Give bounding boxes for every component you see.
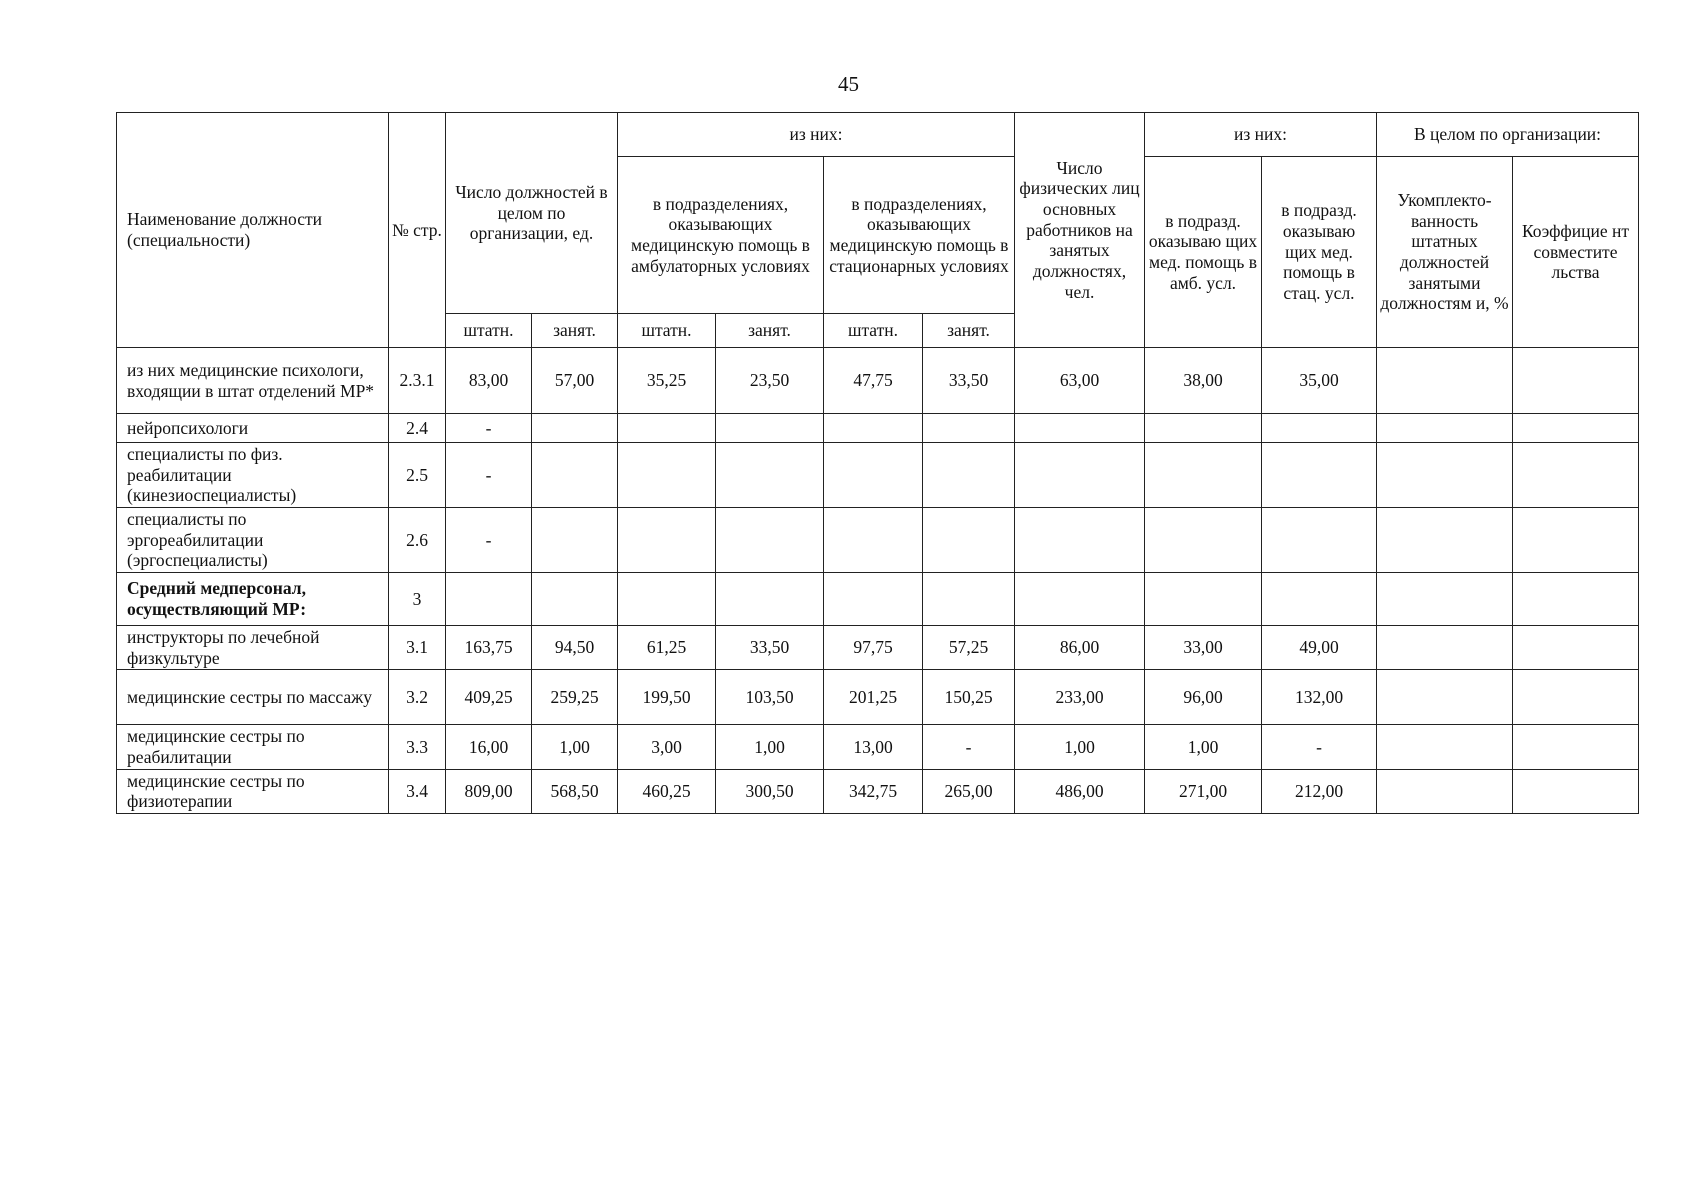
cell-total-sh: 809,00 (446, 769, 532, 813)
header-stac-zanyat: занят. (923, 314, 1015, 348)
cell-stac-za: 33,50 (923, 348, 1015, 414)
table-row (117, 769, 1639, 813)
cell-persons (1015, 573, 1145, 626)
cell-stac-za (923, 573, 1015, 626)
cell-coef (1513, 443, 1639, 508)
cell-persons: 86,00 (1015, 626, 1145, 670)
cell-staffing (1377, 414, 1513, 443)
cell-total-sh: 163,75 (446, 626, 532, 670)
cell-total-sh: 16,00 (446, 725, 532, 769)
cell-persons-amb: 96,00 (1145, 670, 1262, 725)
cell-amb-sh (618, 443, 716, 508)
cell-stac-za: 265,00 (923, 769, 1015, 813)
cell-amb-za: 23,50 (716, 348, 824, 414)
cell-total-za: 94,50 (532, 626, 618, 670)
cell-amb-sh (618, 508, 716, 573)
cell-no: 3.4 (389, 769, 446, 813)
cell-amb-za (716, 414, 824, 443)
cell-amb-sh: 35,25 (618, 348, 716, 414)
cell-stac-sh: 201,25 (824, 670, 923, 725)
cell-no: 2.4 (389, 414, 446, 443)
cell-stac-sh (824, 573, 923, 626)
cell-total-sh (446, 573, 532, 626)
cell-name: Средний медперсонал, осуществляющий МР: (117, 573, 389, 626)
cell-staffing (1377, 348, 1513, 414)
table-row (117, 348, 1639, 414)
cell-staffing (1377, 769, 1513, 813)
cell-stac-za (923, 443, 1015, 508)
cell-coef (1513, 414, 1639, 443)
cell-persons-stac: - (1262, 725, 1377, 769)
cell-amb-sh: 3,00 (618, 725, 716, 769)
cell-amb-za: 103,50 (716, 670, 824, 725)
cell-coef (1513, 508, 1639, 573)
table-row (117, 626, 1639, 670)
cell-amb-sh (618, 414, 716, 443)
cell-name: специалисты по эргореабилитации (эргоспециалисты) (117, 508, 389, 573)
cell-no: 3 (389, 573, 446, 626)
cell-persons-stac (1262, 414, 1377, 443)
cell-stac-sh: 97,75 (824, 626, 923, 670)
cell-amb-sh: 460,25 (618, 769, 716, 813)
cell-no: 2.3.1 (389, 348, 446, 414)
header-row-no: № стр. (389, 113, 446, 348)
cell-total-za: 259,25 (532, 670, 618, 725)
cell-staffing (1377, 508, 1513, 573)
table-row (117, 670, 1639, 725)
cell-persons-amb: 271,00 (1145, 769, 1262, 813)
cell-name: из них медицинские психологи, входящии в штат отделений МР* (117, 348, 389, 414)
cell-stac-za (923, 508, 1015, 573)
cell-persons-stac (1262, 508, 1377, 573)
header-staffing: Укомплекто-ванность штатных должностей занятыми должностям и, % (1377, 157, 1513, 348)
header-amb-units: в подразделениях, оказывающих медицинскую помощь в амбулаторных условиях (618, 157, 824, 314)
cell-coef (1513, 670, 1639, 725)
cell-stac-sh: 342,75 (824, 769, 923, 813)
cell-total-sh: - (446, 414, 532, 443)
cell-stac-za: 57,25 (923, 626, 1015, 670)
cell-name: инструкторы по лечебной физкультуре (117, 626, 389, 670)
cell-total-za (532, 414, 618, 443)
cell-persons-stac: 212,00 (1262, 769, 1377, 813)
cell-coef (1513, 348, 1639, 414)
cell-persons-stac (1262, 573, 1377, 626)
cell-persons: 233,00 (1015, 670, 1145, 725)
cell-persons (1015, 414, 1145, 443)
cell-amb-sh: 199,50 (618, 670, 716, 725)
header-total-zanyat: занят. (532, 314, 618, 348)
cell-persons-amb (1145, 508, 1262, 573)
header-name: Наименование должности (специальности) (117, 113, 389, 348)
header-total-positions: Число должностей в целом по организации, ед. (446, 113, 618, 314)
cell-total-sh: - (446, 443, 532, 508)
cell-persons-amb (1145, 414, 1262, 443)
cell-persons: 63,00 (1015, 348, 1145, 414)
cell-amb-sh: 61,25 (618, 626, 716, 670)
cell-amb-za: 300,50 (716, 769, 824, 813)
table-row (117, 725, 1639, 769)
header-of-them-2: из них: (1145, 113, 1377, 157)
header-persons-amb: в подразд. оказываю щих мед. помощь в амб. усл. (1145, 157, 1262, 348)
cell-total-sh: 409,25 (446, 670, 532, 725)
cell-persons (1015, 508, 1145, 573)
cell-amb-za: 33,50 (716, 626, 824, 670)
cell-persons-amb (1145, 573, 1262, 626)
cell-name: медицинские сестры по массажу (117, 670, 389, 725)
table-body (117, 348, 1639, 814)
header-coefficient: Коэффицие нт совместите льства (1513, 157, 1639, 348)
cell-total-za (532, 443, 618, 508)
table-row (117, 443, 1639, 508)
cell-staffing (1377, 670, 1513, 725)
cell-staffing (1377, 573, 1513, 626)
cell-staffing (1377, 725, 1513, 769)
cell-no: 2.6 (389, 508, 446, 573)
cell-no: 3.2 (389, 670, 446, 725)
cell-persons-stac: 35,00 (1262, 348, 1377, 414)
cell-stac-sh: 13,00 (824, 725, 923, 769)
header-amb-shtatn: штатн. (618, 314, 716, 348)
header-total-shtatn: штатн. (446, 314, 532, 348)
cell-persons: 1,00 (1015, 725, 1145, 769)
cell-amb-za (716, 508, 824, 573)
cell-persons-amb (1145, 443, 1262, 508)
cell-stac-sh: 47,75 (824, 348, 923, 414)
cell-staffing (1377, 626, 1513, 670)
cell-stac-sh (824, 508, 923, 573)
cell-amb-sh (618, 573, 716, 626)
cell-total-sh: 83,00 (446, 348, 532, 414)
cell-persons-amb: 38,00 (1145, 348, 1262, 414)
table-header (117, 113, 1639, 348)
header-of-them-1: из них: (618, 113, 1015, 157)
cell-total-za: 1,00 (532, 725, 618, 769)
cell-name: нейропсихологи (117, 414, 389, 443)
cell-amb-za (716, 443, 824, 508)
cell-stac-za: 150,25 (923, 670, 1015, 725)
page-number: 45 (838, 72, 859, 96)
cell-no: 2.5 (389, 443, 446, 508)
cell-persons: 486,00 (1015, 769, 1145, 813)
header-persons-stac: в подразд. оказываю щих мед. помощь в стац. усл. (1262, 157, 1377, 348)
cell-total-za: 568,50 (532, 769, 618, 813)
header-persons: Число физических лиц основных работников на занятых должностях, чел. (1015, 113, 1145, 348)
cell-persons-amb: 1,00 (1145, 725, 1262, 769)
cell-stac-za (923, 414, 1015, 443)
cell-persons-stac: 132,00 (1262, 670, 1377, 725)
cell-amb-za (716, 573, 824, 626)
cell-name: медицинские сестры по реабилитации (117, 725, 389, 769)
cell-total-za (532, 508, 618, 573)
header-amb-zanyat: занят. (716, 314, 824, 348)
table-row (117, 414, 1639, 443)
cell-name: медицинские сестры по физиотерапии (117, 769, 389, 813)
cell-staffing (1377, 443, 1513, 508)
table-row (117, 573, 1639, 626)
cell-amb-za: 1,00 (716, 725, 824, 769)
cell-coef (1513, 769, 1639, 813)
cell-coef (1513, 573, 1639, 626)
header-stac-shtatn: штатн. (824, 314, 923, 348)
cell-coef (1513, 725, 1639, 769)
cell-persons-stac (1262, 443, 1377, 508)
cell-no: 3.3 (389, 725, 446, 769)
cell-coef (1513, 626, 1639, 670)
cell-persons-amb: 33,00 (1145, 626, 1262, 670)
cell-name: специалисты по физ. реабилитации (кинезиоспециалисты) (117, 443, 389, 508)
cell-stac-sh (824, 443, 923, 508)
cell-persons-stac: 49,00 (1262, 626, 1377, 670)
cell-total-za: 57,00 (532, 348, 618, 414)
staff-report-table (116, 112, 1639, 814)
header-org-total: В целом по организации: (1377, 113, 1639, 157)
cell-total-za (532, 573, 618, 626)
cell-no: 3.1 (389, 626, 446, 670)
header-stac-units: в подразделениях, оказывающих медицинскую помощь в стационарных условиях (824, 157, 1015, 314)
cell-total-sh: - (446, 508, 532, 573)
cell-stac-sh (824, 414, 923, 443)
table-row (117, 508, 1639, 573)
cell-persons (1015, 443, 1145, 508)
cell-stac-za: - (923, 725, 1015, 769)
